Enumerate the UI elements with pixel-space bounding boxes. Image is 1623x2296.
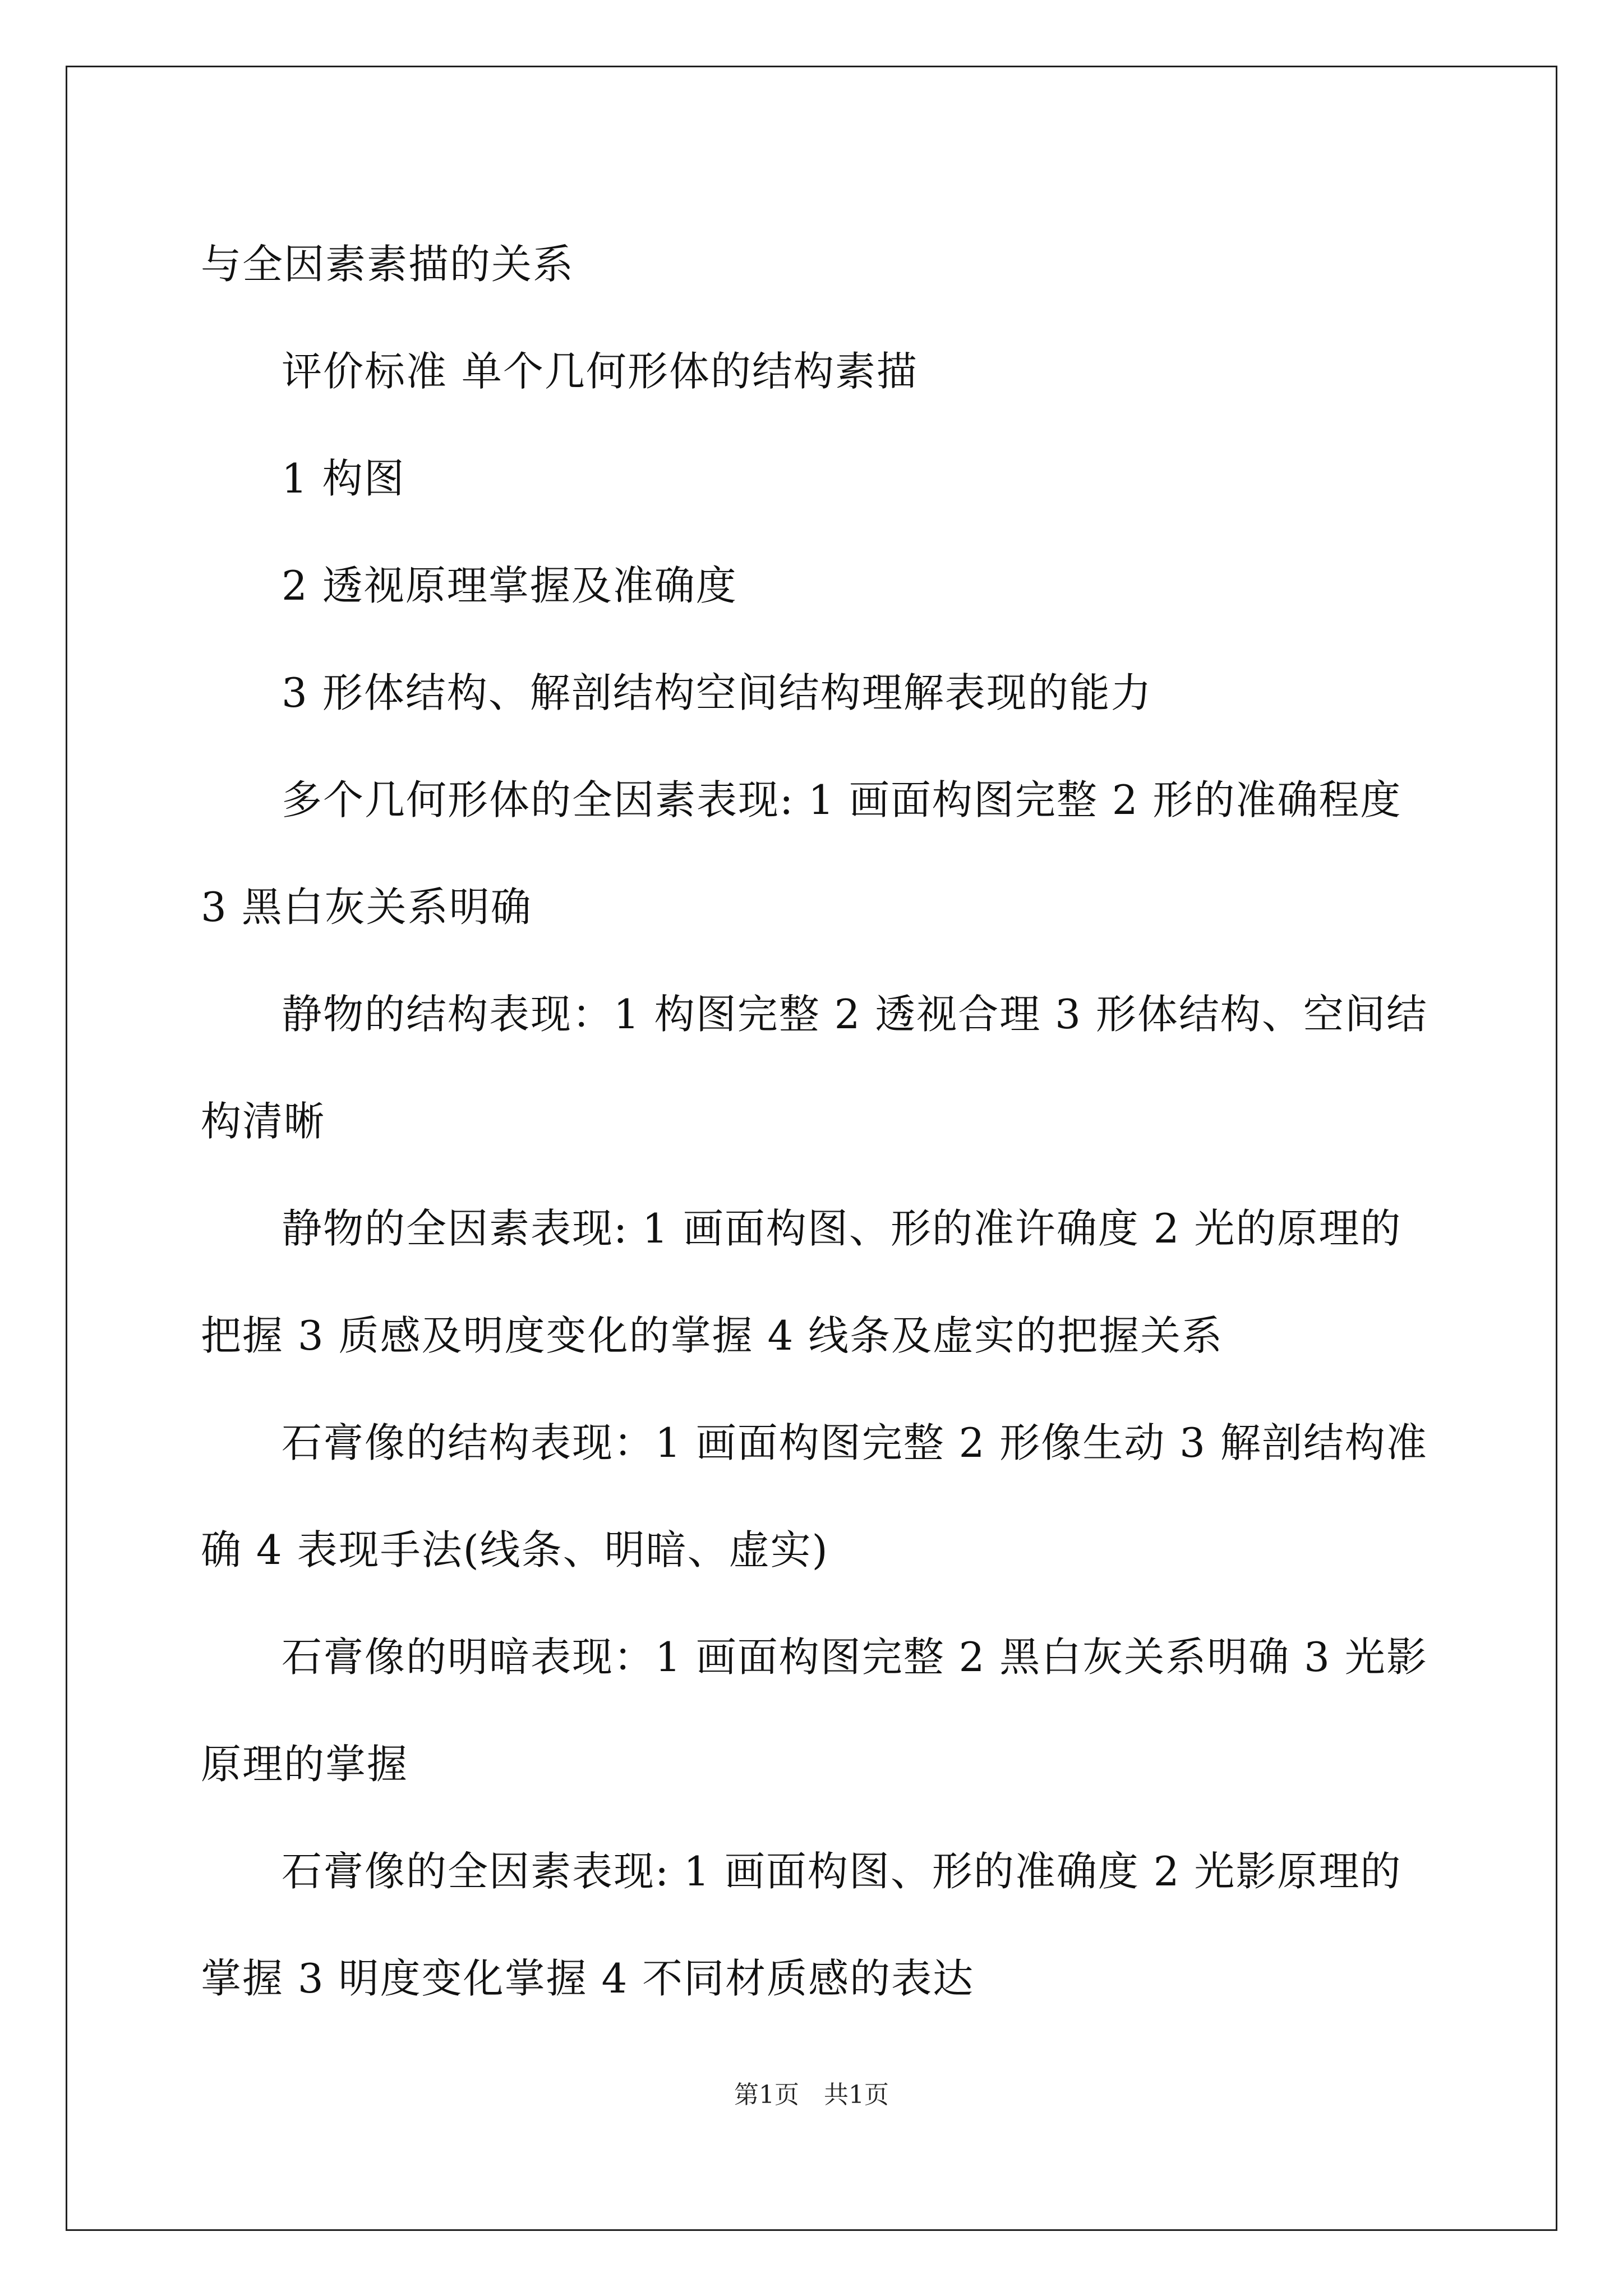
paragraph-8: 静物的全因素表现: 1 画面构图、形的准许确度 2 光的原理的把握 3 质感及明度变化的掌握 4 线条及虚实的把握关系 <box>201 1205 1402 1359</box>
document-body <box>201 211 1429 2032</box>
paragraph-10: 石膏像的明暗表现：1 画面构图完整 2 黑白灰关系明确 3 光影原理的掌握 <box>201 1634 1428 1788</box>
paragraph-3: 1 构图 <box>282 455 405 502</box>
page-number: 第1页 <box>734 2081 799 2109</box>
paragraph-2: 评价标准 单个几何形体的结构素描 <box>282 348 918 395</box>
paragraph-7: 静物的结构表现：1 构图完整 2 透视合理 3 形体结构、空间结构清晰 <box>201 991 1428 1145</box>
page-footer <box>0 2074 1623 2110</box>
paragraph-9: 石膏像的结构表现：1 画面构图完整 2 形像生动 3 解剖结构准确 4 表现手法(线条、明暗、虚实) <box>201 1419 1428 1573</box>
paragraph-5: 3 形体结构、解剖结构空间结构理解表现的能力 <box>282 669 1152 716</box>
paragraph-1: 与全因素素描的关系 <box>201 241 575 288</box>
paragraph-4: 2 透视原理掌握及准确度 <box>282 562 737 609</box>
paragraph-6: 多个几何形体的全因素表现: 1 画面构图完整 2 形的准确程度 3 黑白灰关系明确 <box>201 776 1416 931</box>
paragraph-11: 石膏像的全因素表现: 1 画面构图、形的准确度 2 光影原理的掌握 3 明度变化掌握 4 不同材质感的表达 <box>201 1848 1402 2002</box>
page-total: 共1页 <box>824 2081 889 2109</box>
